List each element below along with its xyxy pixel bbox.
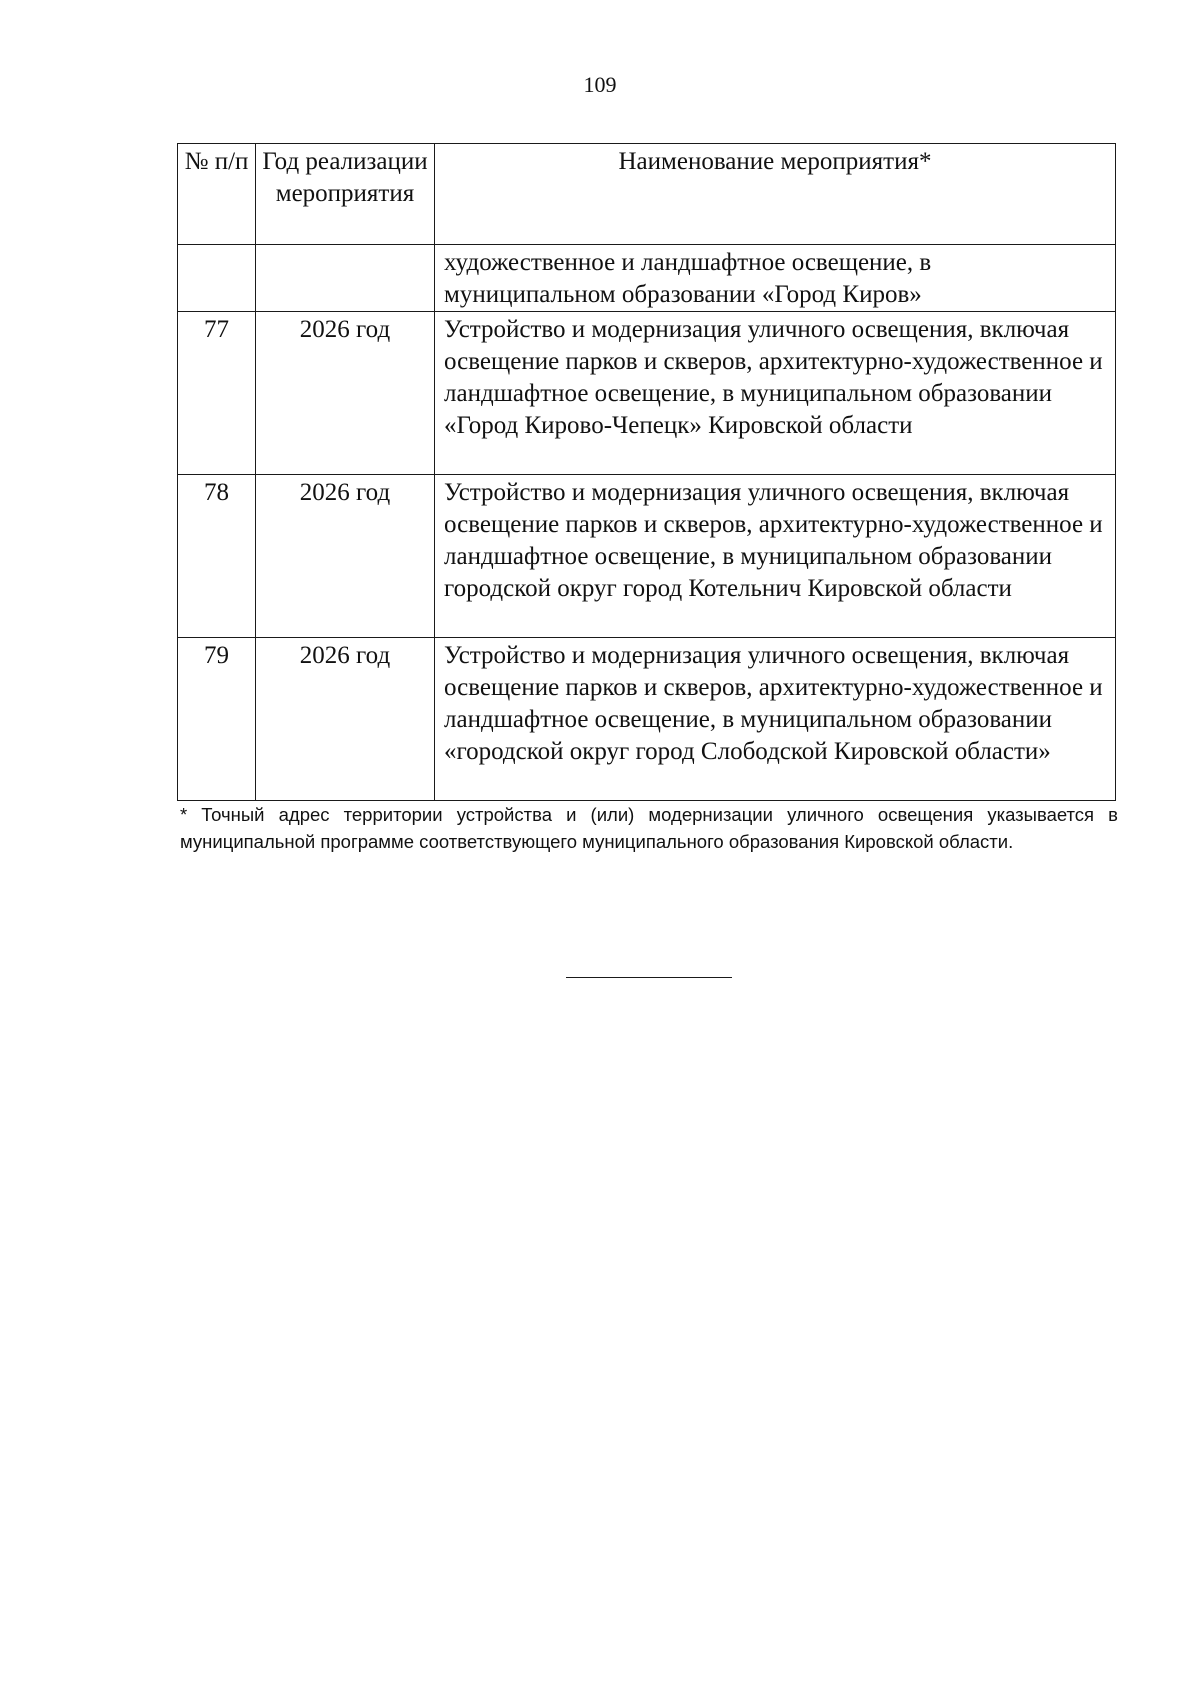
measures-table	[177, 143, 1116, 801]
row-number: 79	[178, 638, 256, 801]
table-row	[178, 638, 1116, 801]
table-row	[178, 475, 1116, 638]
header-year: Год реализации мероприятия	[256, 144, 435, 245]
row-number: 78	[178, 475, 256, 638]
table-row	[178, 312, 1116, 475]
row-description: Устройство и модернизация уличного освещения, включая освещение парков и скверов, архитектурно-художественное и ландшафтное освещение, в муниципальном образовании городской округ город Котельнич Кировской области	[435, 475, 1116, 638]
footnote: * Точный адрес территории устройства и (или) модернизации уличного освещения указывается в муниципальной программе соответствующего муниципального образования Кировской области.	[180, 804, 1118, 852]
table-header-row	[178, 144, 1116, 245]
row-year	[256, 245, 435, 312]
end-of-document-divider	[566, 977, 732, 978]
table-row	[178, 245, 1116, 312]
measures-table-container	[177, 143, 1115, 801]
row-description: художественное и ландшафтное освещение, в муниципальном образовании «Город Киров»	[435, 245, 1116, 312]
row-year: 2026 год	[256, 638, 435, 801]
row-description: Устройство и модернизация уличного освещения, включая освещение парков и скверов, архитектурно-художественное и ландшафтное освещение, в муниципальном образовании «городской округ город Слободской Кировской области»	[435, 638, 1116, 801]
row-number	[178, 245, 256, 312]
header-measure-name: Наименование мероприятия*	[435, 144, 1116, 245]
row-number: 77	[178, 312, 256, 475]
row-year: 2026 год	[256, 312, 435, 475]
row-year: 2026 год	[256, 475, 435, 638]
row-description: Устройство и модернизация уличного освещения, включая освещение парков и скверов, архитектурно-художественное и ландшафтное освещение, в муниципальном образовании «Город Кирово-Чепецк» Кировской области	[435, 312, 1116, 475]
page-number: 109	[583, 72, 617, 97]
header-number: № п/п	[178, 144, 256, 245]
